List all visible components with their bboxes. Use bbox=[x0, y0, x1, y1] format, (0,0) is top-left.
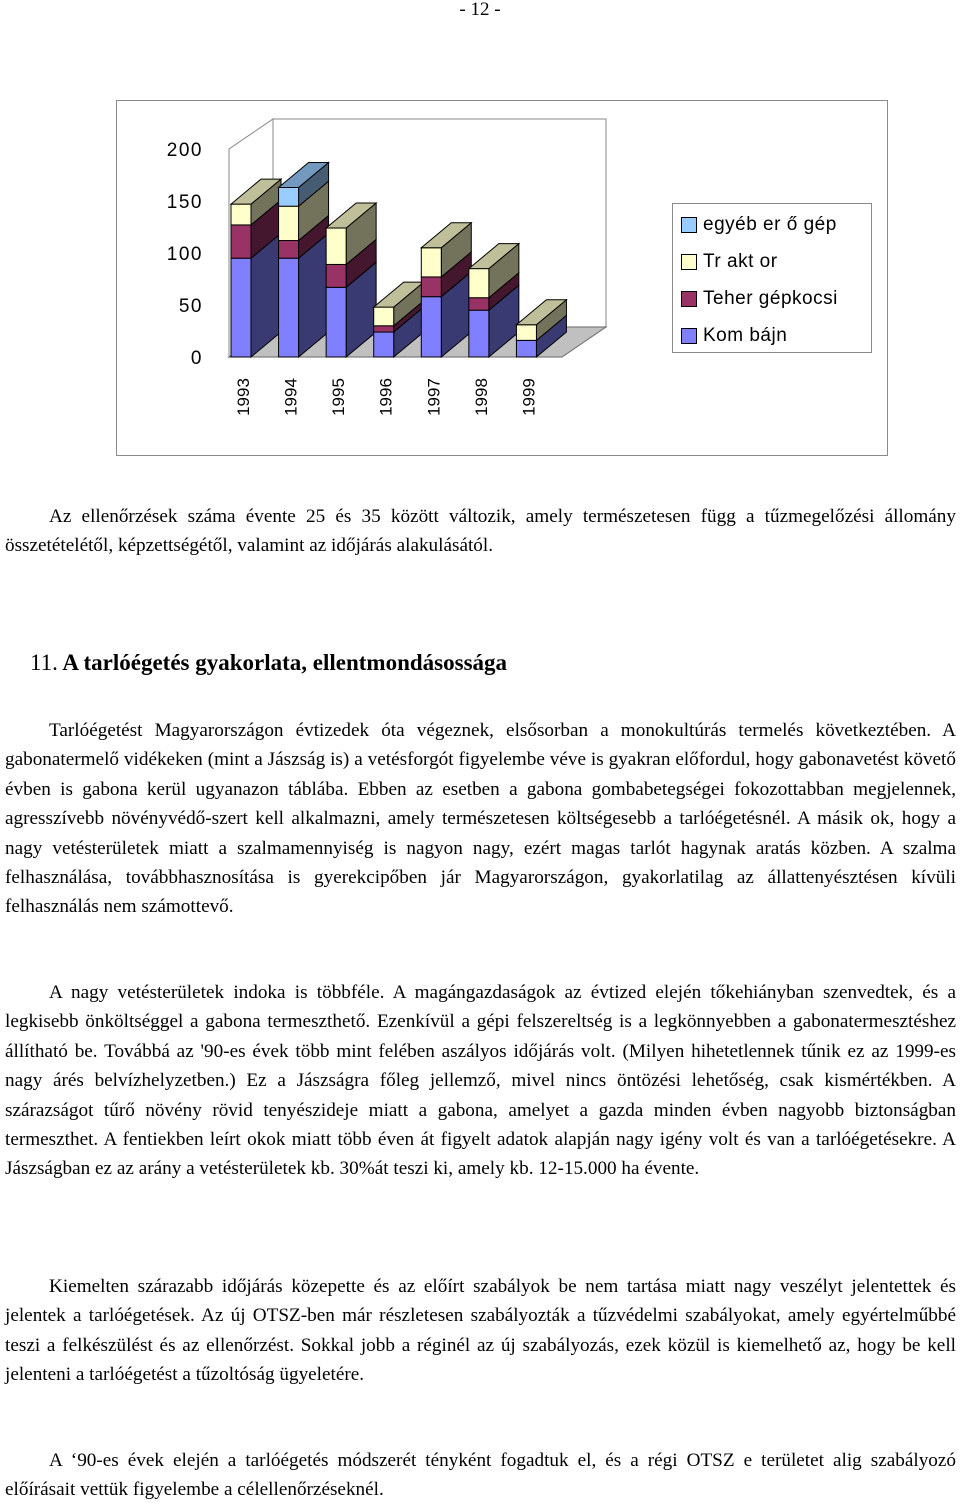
legend-item bbox=[681, 251, 778, 273]
paragraph-4: A ‘90-es évek elején a tarlóégetés módszerét tényként fogadtuk el, és a régi OTSZ e területet alig szabályozó előírásait vettük figyelembe a célellenőrzéseknél. bbox=[5, 1450, 956, 1501]
chart-legend bbox=[672, 203, 872, 353]
bar-segment bbox=[231, 258, 251, 357]
y-tick-label: 150 bbox=[166, 192, 203, 213]
bar-segment bbox=[279, 187, 299, 206]
bar-segment bbox=[279, 206, 299, 240]
x-tick-label: 1999 bbox=[519, 378, 539, 416]
legend-label: egyéb er ő gép bbox=[703, 214, 837, 235]
bar-segment bbox=[421, 248, 441, 277]
legend-item bbox=[681, 325, 787, 347]
legend-item bbox=[681, 288, 838, 310]
bar-segment bbox=[374, 332, 394, 357]
section-heading bbox=[30, 648, 507, 678]
stacked-bar-chart bbox=[116, 100, 888, 456]
legend-swatch bbox=[681, 217, 697, 233]
bar-segment bbox=[469, 310, 489, 357]
bar-segment bbox=[421, 277, 441, 297]
y-tick-label: 100 bbox=[166, 244, 203, 265]
bar-segment bbox=[231, 204, 251, 225]
legend-item bbox=[681, 214, 837, 236]
bar-segment bbox=[326, 287, 346, 357]
legend-label: Teher gépkocsi bbox=[703, 288, 838, 309]
y-tick-label: 200 bbox=[166, 140, 203, 161]
bar-segment bbox=[421, 297, 441, 357]
y-tick-label: 0 bbox=[190, 348, 203, 369]
intro-paragraph: Az ellenőrzések száma évente 25 és 35 között változik, amely természetesen függ a tűzmegelőzési állomány összetételétől, képzettségétől, valamint az időjárás alakulásától. bbox=[5, 506, 956, 557]
section-number: 11. bbox=[30, 650, 58, 675]
bar-segment bbox=[469, 298, 489, 310]
page-number: - 12 - bbox=[459, 0, 501, 20]
legend-swatch bbox=[681, 254, 697, 270]
bar-segment bbox=[231, 225, 251, 258]
bar-segment bbox=[326, 228, 346, 264]
bar-segment bbox=[279, 258, 299, 357]
section-title: A tarlóégetés gyakorlata, ellentmondásossága bbox=[62, 650, 508, 675]
x-tick-label: 1996 bbox=[376, 378, 396, 416]
paragraph-2: A nagy vetésterületek indoka is többféle. A magángazdaságok az évtized elején tőkehiányban szenvedtek, és a legkisebb önköltséggel a gabona termeszthető. Ezenkívül a gépi felszereltség is a legkönnyebben a gabonatermesztéshez állítható be. Továbbá az '90-es évek több mint felében aszályos időjárás volt. (Milyen hihetetlennek tűnik ez az 1999-es nagy árés belvízhelyzetben.) Ez a Jászságra főleg jellemző, mivel nincs öntözési lehetőség, csak kismértékben. A szárazságot tűrő növény rövid tenyészideje miatt a gabona, amelyet a gazda minden évben nagyobb biztonságban termeszthet. A fentiekben leírt okok miatt több éven át figyelt adatok alapján nagy igény volt és van a tarlóégetésekre. A Jászságban ez az arány a vetésterületek kb. 30%át teszi ki, amely kb. 12-15.000 ha évente. bbox=[5, 982, 956, 1180]
y-tick-label: 50 bbox=[178, 296, 203, 317]
bar-segment bbox=[469, 269, 489, 298]
x-tick-label: 1995 bbox=[329, 378, 349, 416]
bar-segment bbox=[374, 307, 394, 326]
bar-segment bbox=[516, 340, 536, 357]
x-tick-label: 1993 bbox=[234, 378, 253, 416]
bar-segment bbox=[326, 264, 346, 287]
legend-swatch bbox=[681, 291, 697, 307]
paragraph-1: Tarlóégetést Magyarországon évtizedek óta végeznek, elsősorban a monokultúrás termelés következtében. A gabonatermelő vidékeken (mint a Jászság is) a vetésforgót figyelembe véve is gyakran előfordul, hogy gabonavetést követő évben is gabona kerül ugyanazon táblába. Ebben az esetben a gabona gombabetegségei fokozottabban megjelennek, agresszívebb növényvédő-szert kell alkalmazni, amely természetesen költségesebb a tarlóégetésnél. A másik ok, hogy a nagy vetésterületek miatt a szalmamennyiség is nagyon nagy, ezért magas tarlót hagynak aratás közben. A szalma felhasználása, továbbhasznosítása is gyerekcipőben jár Magyarországon, gyakorlatilag az állattenyésztésen kívüli felhasználás nem számottevő. bbox=[5, 720, 956, 918]
bar-segment bbox=[516, 325, 536, 341]
x-tick-label: 1997 bbox=[424, 378, 444, 416]
x-tick-label: 1994 bbox=[281, 378, 301, 416]
legend-swatch bbox=[681, 328, 697, 344]
bar-segment bbox=[374, 326, 394, 332]
x-tick-label: 1998 bbox=[471, 378, 491, 416]
bar-segment bbox=[279, 241, 299, 259]
legend-label: Tr akt or bbox=[703, 251, 778, 272]
paragraph-3: Kiemelten szárazabb időjárás közepette és az előírt szabályok be nem tartása miatt nagy veszélyt jelentettek és jelentek a tarlóégetések. Az új OTSZ-ben már részletesen szabályozták a tűzvédelmi szabályokat, amely egyértelműbbé teszi a felkészülést és az ellenőrzést. Sokkal jobb a réginél az új szabályozás, ezek közül is kiemelhető az, hogy be kell jelenteni a tarlóégetést a tűzoltóság ügyeletére. bbox=[5, 1276, 956, 1386]
legend-label: Kom bájn bbox=[703, 325, 788, 346]
